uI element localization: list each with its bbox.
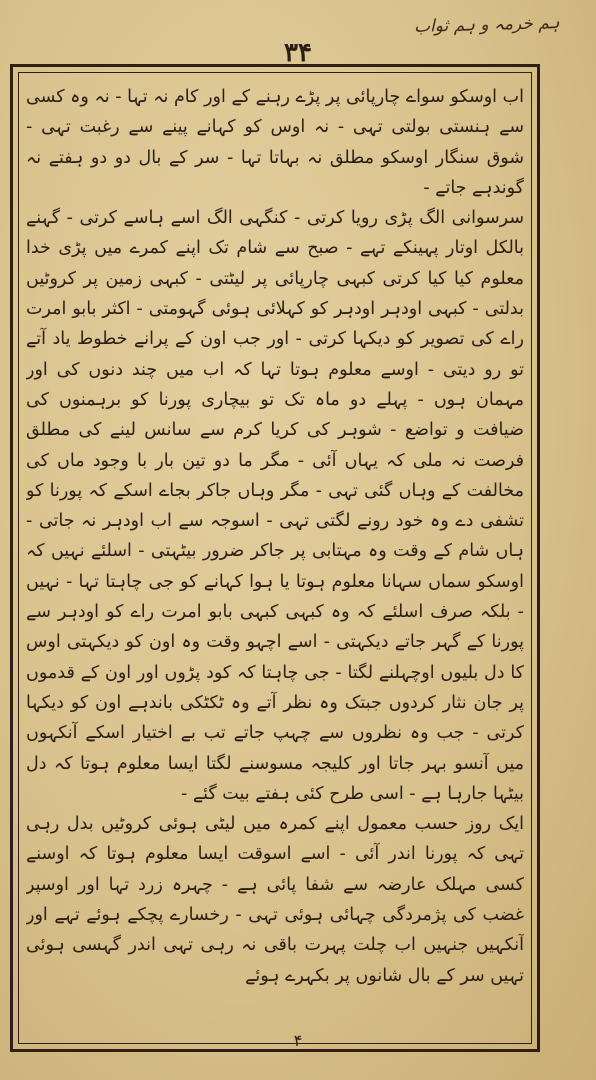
paragraph-2: سرسوانی الگ پڑی رویا کرتی - کنگہی الگ اسے ہاسے کرتی - گہنے بالکل اوتار پہینکے تہے - صبح سے شام تک اپنے کمرے میں پڑی خدا معلوم کیا کیا کرتی کبہی چارپائی پر لیٹتی - کبہی زمین پر کروٹیں بدلتی - کبہی اودہر اودہر کو کہلائی ہوئی گہومتی - اکثر بابو امرت راے کی تصویر کو دیکہا کرتی - اور جب اون کے پرانے خطوط یاد آتے تو رو دیتی - اوسے معلوم ہوتا تہا کہ اب میں چند دنوں کی اور مہمان ہوں - پہلے دو ماہ تک تو بیچاری پورنا کو برہمنوں کی ضیافت و تواضع - شوہر کی کریا کرم سے سانس لینے کی مطلق فرصت نہ ملی کہ یہاں آئی - مگر ما دو تین بار با وجود ماں کی مخالفت کے وہاں گئی تہی - مگر وہاں جاکر بجاے اسکے کہ پورنا کو تشفی دے وہ خود رونے لگتی تہی - اسوجہ سے اب اودہر نہ جاتی - ہاں شام کے وقت وہ مہتابی پر جاکر ضرور بیٹہتی - اسلئے نہیں کہ اوسکو سماں سہانا معلوم ہوتا یا ہوا کہانے کو جی چاہتا تہا - نہیں - بلکہ صرف اسلئے کہ وہ کبہی کبہی بابو امرت راے کو اودہر سے پورنا کے گہر جاتے دیکہتی - اسے اچہو وقت وہ اون کو دیکہتی اوس کا دل بلیوں اوچہلنے لگتا - جی چاہتا کہ کود پڑوں اور اون کے قدموں پر جان نثار کردوں جبتک وہ نظر آتے وہ ٹکٹکی باندہے اون کو دیکہا کرتی - جب وہ نظروں سے چہپ جاتے تب بے اختیار اسکے آنکہوں میں آنسو بہر جاتا اور کلیجہ مسوسنے لگتا ایسا معلوم ہوتا کہ دل بیٹہا جارہا ہے - اسی طرح کئی ہفتے بیت گئے - [26, 208, 524, 804]
page-number: ۳۴ [284, 38, 312, 68]
paragraph-1: اب اوسکو سواے چارپائی پر پڑے رہنے کے اور کام نہ تہا - نہ وہ کسی سے ہنستی بولتی تہی - نہ اوس کو کہانے پینے سے رغبت تہی - شوق سنگار اوسکو مطلق نہ بہاتا تہا - سر کے بال دو دو ہفتے نہ گوندہے جاتے - [26, 87, 524, 198]
header-handwritten-note: ہم خرمہ و ہم ثواب [414, 13, 561, 37]
paragraph-3: ایک روز حسب معمول اپنے کمرہ میں لیٹی ہوئی کروٹیں بدل رہی تہی کہ پورنا اندر آئی - اسے اسوقت ایسا معلوم ہوتا کہ اوسنے کسی مہلک عارضہ سے شفا پائی ہے - چہرہ زرد تہا اور اوسپر غضب کی پژمردگی چہائی ہوئی تہی - رخسارے پچکے ہوئے تہے اور آنکہیں جنہیں اب چلت پہرت باقی نہ رہی تہی اندر گہسی ہوئی تہیں سر کے بال شانوں پر بکہرے ہوئے [26, 814, 524, 986]
footer-mark: ۴ [293, 1031, 303, 1050]
page-text-body [26, 82, 524, 1032]
